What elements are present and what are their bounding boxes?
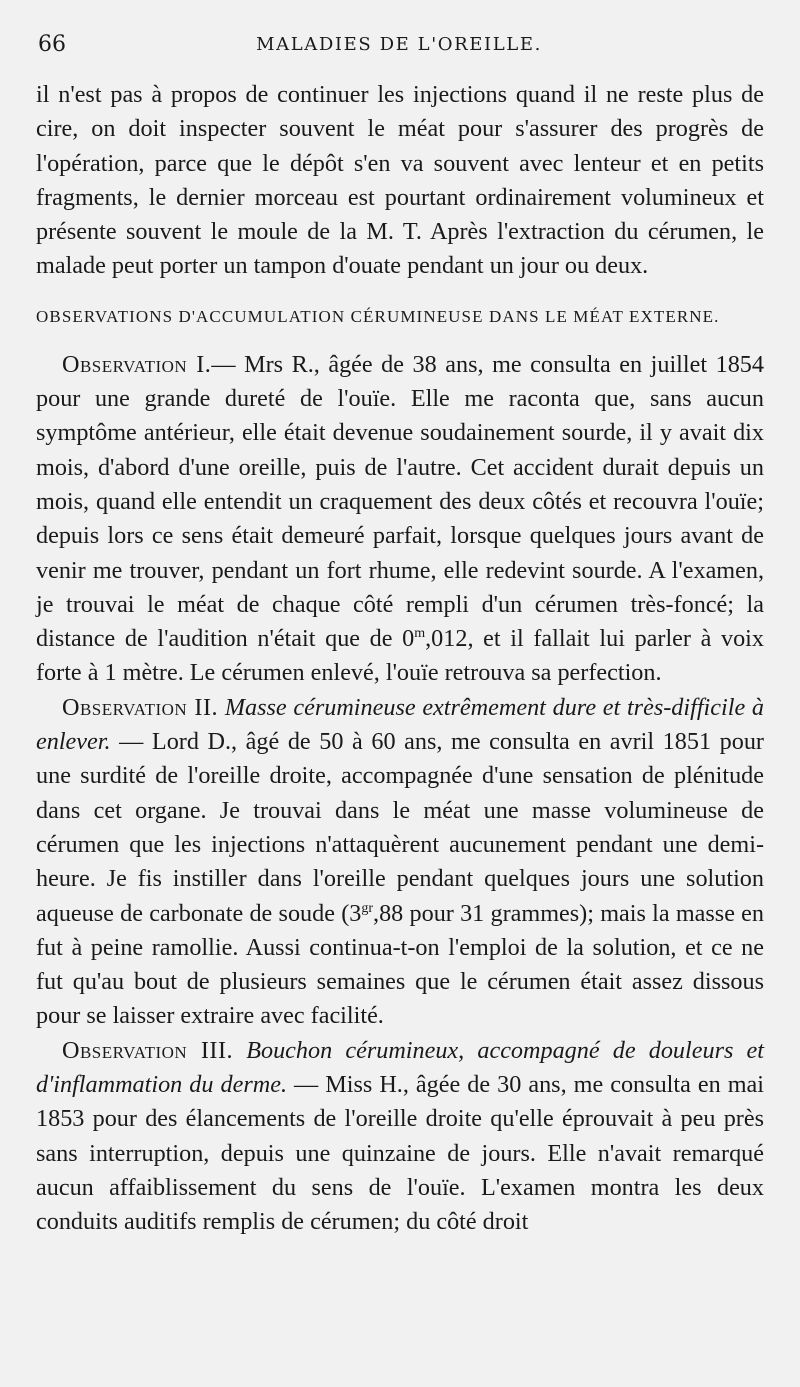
observation-label: Observation III.	[62, 1036, 234, 1064]
observation-2	[36, 691, 764, 1034]
section-heading: OBSERVATIONS D'ACCUMULATION CÉRUMINEUSE DANS LE MÉAT EXTERNE.	[36, 306, 720, 326]
observation-title: Masse cérumineuse extrêmement dure et très-difficile à enlever.	[36, 693, 765, 756]
superscript-unit: m	[414, 626, 426, 642]
running-title: MALADIES DE L'OREILLE.	[256, 34, 542, 55]
observation-body-end: ,88 pour 31 grammes); mais la masse en fut à peine ramollie. Aussi continua-t-on l'emploi de la solution, et ce ne fut qu'au bout de plusieurs semaines que le cérumen était assez dissous pour se laisser extraire avec facilité.	[36, 899, 764, 1030]
observation-body: — Lord D., âgé de 50 à 60 ans, me consulta en avril 1851 pour une surdité de l'oreille droite, accompagnée d'une sensation de plénitude dans cet organe. Je trouvai dans le méat une masse volumineuse de cérumen que les injections n'attaquèrent aucunement pendant une demi-heure. Je fis instiller dans l'oreille pendant quelques jours une solution aqueuse de carbonate de soude (3	[36, 728, 764, 927]
body-text	[36, 78, 764, 1240]
page-number: 66	[38, 32, 66, 57]
paragraph-intro: il n'est pas à propos de continuer les injections quand il ne reste plus de cire, on doit inspecter souvent le méat pour s'assurer des progrès de l'opération, parce que le dépôt s'en va souvent avec lenteur et en petits fragments, le dernier morceau est pourtant ordinairement volumineux et présente souvent le moule de la M. T. Après l'extraction du cérumen, le malade peut porter un tampon d'ouate pendant un jour ou deux.	[36, 81, 764, 280]
observation-1	[36, 348, 764, 691]
observation-label: Observation II.	[62, 693, 219, 721]
observation-body-end: ,012, et il fallait lui parler à voix forte à 1 mètre. Le cérumen enlevé, l'ouïe retrouva sa perfection.	[36, 625, 764, 687]
observation-body: — Miss H., âgée de 30 ans, me consulta en mai 1853 pour des élancements de l'oreille droite qu'elle éprouvait à peu près sans interruption, depuis une quinzaine de jours. Elle n'avait remarqué aucun affaiblissement du sens de l'ouïe. L'examen montra les deux conduits auditifs remplis de cérumen; du côté droit	[36, 1071, 764, 1236]
observation-body: — Mrs R., âgée de 38 ans, me consulta en juillet 1854 pour une grande dureté de l'ouïe. Elle me raconta que, sans aucun symptôme antérieur, elle était devenue soudainement sourde, il y avait dix mois, d'abord d'une oreille, puis de l'autre. Cet accident durait depuis un mois, quand elle entendit un craquement des deux côtés et recouvra l'ouïe; depuis lors ce sens était demeuré parfait, lorsque quelques jours avant de venir me trouver, pendant un fort rhume, elle redevint sourde. A l'examen, je trouvai le méat de chaque côté rempli d'un cérumen très-foncé; la distance de l'audition n'était que de 0	[36, 350, 764, 653]
observation-3	[36, 1034, 764, 1240]
observation-title: Bouchon cérumineux, accompagné de douleurs et d'inflammation du derme.	[36, 1036, 764, 1099]
superscript-unit: gr	[361, 900, 374, 916]
page-header	[38, 30, 760, 66]
observation-label: Observation I.	[62, 350, 212, 378]
